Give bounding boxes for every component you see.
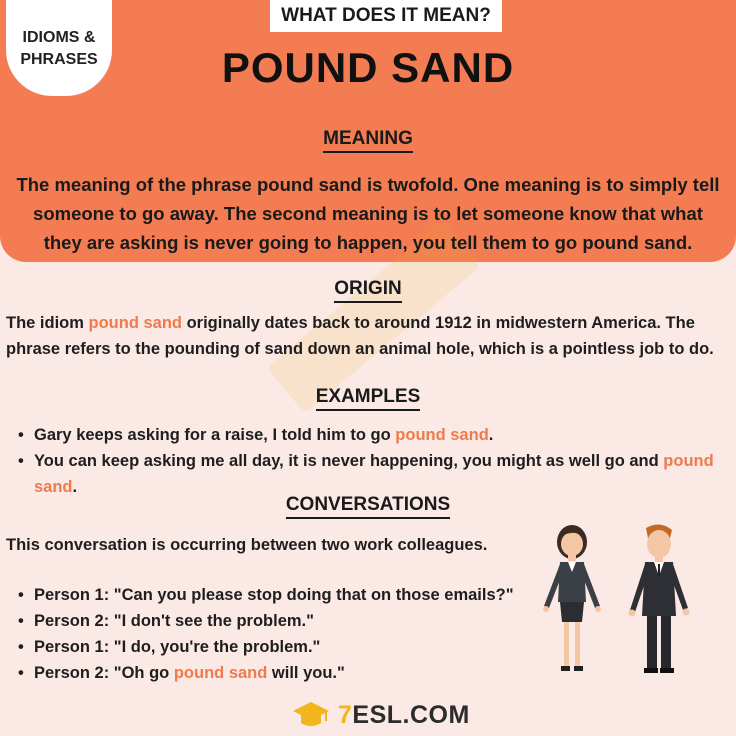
meaning-heading xyxy=(0,128,736,153)
example-highlight: pound sand xyxy=(395,426,489,444)
examples-heading xyxy=(0,386,736,411)
conversation-line xyxy=(6,608,526,634)
examples-heading-text: EXAMPLES xyxy=(316,386,421,411)
conversation-line xyxy=(6,660,526,686)
example-item xyxy=(6,448,732,500)
conversation-line-text: Person 1: "I do, you're the problem." xyxy=(34,638,321,656)
conversation-line-after: will you." xyxy=(267,664,345,682)
logo-rest: ESL.COM xyxy=(352,700,470,729)
logo-seven: 7 xyxy=(338,700,353,729)
graduation-cap-icon xyxy=(292,700,330,730)
conversation-intro: This conversation is occurring between two work colleagues. xyxy=(6,536,488,554)
examples-list xyxy=(6,422,732,500)
conversation-list xyxy=(6,582,526,686)
conversation-line-text: Person 2: "Oh go xyxy=(34,664,174,682)
conversation-line-text: Person 1: "Can you please stop doing that on those emails?" xyxy=(34,586,514,604)
conversation-line xyxy=(6,582,526,608)
meaning-text: The meaning of the phrase pound sand is twofold. One meaning is to simply tell someone to go away. The second meaning is to let someone know that what they are asking is never going to happen, you tell them to go pound sand. xyxy=(16,174,720,253)
example-before: You can keep asking me all day, it is never happening, you might as well go and xyxy=(34,452,664,470)
origin-heading xyxy=(0,278,736,303)
example-highlight: pound sand xyxy=(34,452,714,496)
question-label: WHAT DOES IT MEAN? xyxy=(270,0,502,32)
origin-heading-text: ORIGIN xyxy=(334,278,402,303)
site-logo[interactable] xyxy=(292,698,502,732)
logo-text xyxy=(338,701,470,730)
conversations-heading-text: CONVERSATIONS xyxy=(286,494,450,519)
origin-text xyxy=(6,310,732,362)
man-figure xyxy=(629,524,690,673)
origin-text-before: The idiom xyxy=(6,314,89,332)
example-after: . xyxy=(488,426,494,444)
example-after: . xyxy=(72,478,78,496)
woman-figure xyxy=(543,525,601,671)
origin-highlight: pound sand xyxy=(88,314,182,332)
origin-text-after: originally dates back to around 1912 in midwestern America. The phrase refers to the pounding of sand down an animal hole, which is a pointless job to do. xyxy=(6,314,714,358)
page-title: POUND SAND xyxy=(221,44,515,91)
example-item xyxy=(6,422,732,448)
badge-line-1: IDIOMS & xyxy=(22,29,96,46)
conversations-heading xyxy=(0,494,736,519)
conversation-line xyxy=(6,634,526,660)
badge-line-2: PHRASES xyxy=(20,51,98,68)
conversation-line-text: Person 2: "I don't see the problem." xyxy=(34,612,314,630)
colleagues-illustration xyxy=(532,520,702,680)
example-before: Gary keeps asking for a raise, I told him to go xyxy=(34,426,396,444)
meaning-heading-text: MEANING xyxy=(323,128,413,153)
conversation-highlight: pound sand xyxy=(173,664,268,682)
